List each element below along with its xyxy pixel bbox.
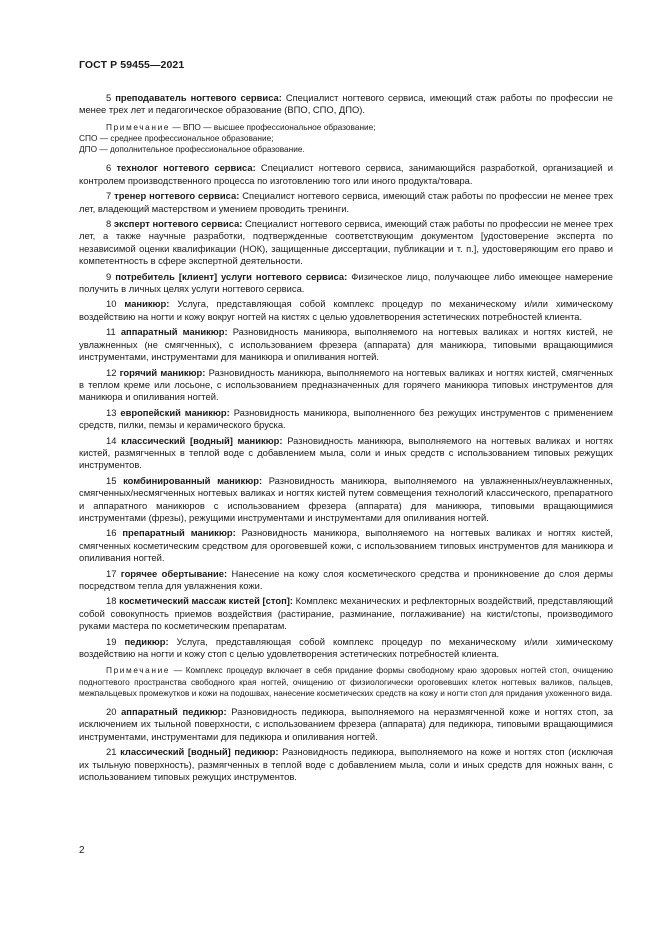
term-name: комбинированный маникюр: — [123, 474, 263, 486]
term-number: 10 — [106, 298, 117, 310]
term-definition: Специалист ногтевого сервиса, имеющий стаж работы по профессии не менее трех лет, владеющий мастерством и умением проводить тренинги. — [79, 190, 613, 214]
term-name: европейский маникюр: — [120, 406, 230, 418]
term-name: тренер ногтевого сервиса: — [114, 190, 240, 202]
term-definition: Разновидность маникюра, выполняемого на ногтевых валиках и ногтях кистей, не увлажненных (не смягченных), с использованием фрезера (аппарата) для маникюра, типовыми вращающимися инструментами, инструментами для маникюра и опиливания ногтей. — [79, 326, 613, 363]
term-entry — [79, 271, 613, 296]
term-number: 17 — [106, 567, 117, 579]
term-definition: Разновидность педикюра, выполняемого на неразмягченной коже и ногтях стоп, за исключением их тыльной поверхности, с использованием фрезера (аппарата) для педикюра, типовыми вращающимися инструментами, инструментами для педикюра и опиливания ногтей. — [79, 706, 614, 742]
note-block — [79, 665, 613, 699]
term-number: 6 — [106, 162, 112, 174]
document-body — [79, 92, 613, 787]
note-line: — ВПО — высшее профессиональное образование; — [170, 121, 376, 132]
term-number: 18 — [106, 595, 117, 607]
term-name: классический [водный] педикюр: — [120, 746, 279, 758]
term-name: эксперт ногтевого сервиса: — [113, 218, 243, 230]
term-definition: Специалист ногтевого сервиса, имеющий стаж работы по профессии не менее трех лет и педагогическое образование (ВПО, СПО, ДПО). — [79, 92, 613, 116]
term-entry — [79, 367, 613, 404]
term-number: 5 — [106, 92, 112, 103]
document-header: ГОСТ Р 59455—2021 — [79, 59, 185, 71]
term-definition: Физическое лицо, получающее либо имеющее намерение получить в личных целях услуги ногтевого сервиса. — [79, 270, 613, 295]
term-name: горячее обертывание: — [120, 567, 228, 579]
term-number: 7 — [106, 190, 112, 202]
term-entry — [79, 636, 613, 661]
term-name: классический [водный] маникюр: — [121, 434, 283, 446]
note-label: Примечание — [106, 665, 171, 676]
note-text: — Комплекс процедур включает в себя придание формы свободному краю здоровых ногтей стоп, очищению подногтевого пространства свободного края ногтей, очищению от физиологически ороговевших клеток ногтевых валиков, пальцев, межпальцевых промежутков и кожи на подошвах, нанесение косметических средств на кожу и ногти стоп для придания ухоженного вида. — [79, 665, 613, 698]
term-entry — [79, 706, 613, 743]
term-entry — [79, 162, 613, 187]
term-list — [79, 706, 613, 783]
term-entry — [79, 326, 613, 363]
term-entry — [79, 218, 613, 268]
term-definition: Разновидность педикюра, выполняемого на коже и ногтях стоп (исключая их тыльную поверхность), размягченных в теплой воде с добавлением мыла, соли и иных средств для ножных ванн, с использованием типовых режущих инструментов. — [79, 746, 613, 783]
term-definition: Разновидность маникюра, выполненного без режущих инструментов с применением средств, пилки, пемзы и керамического бруска. — [79, 406, 613, 431]
term-definition: Разновидность маникюра, выполняемого на ногтевых валиках и ногтях кистей, размягченных в теплой воде с добавлением мыла, соли и иных средств с использованием типовых режущих инструментов. — [79, 434, 613, 471]
term-name: препаратный маникюр: — [122, 527, 236, 539]
term-entry — [79, 190, 613, 215]
term-name: косметический массаж кистей [стоп]: — [119, 595, 293, 607]
term-entry — [79, 407, 613, 432]
term-definition: Услуга, представляющая собой комплекс процедур по механическому и/или химическому воздействию на ногти и кожу стоп с целью удовлетворения эстетических потребностей клиента. — [79, 635, 613, 660]
term-entry — [79, 298, 613, 323]
term-name: горячий маникюр: — [119, 366, 206, 378]
term-name: аппаратный маникюр: — [120, 326, 228, 338]
term-number: 16 — [106, 527, 117, 539]
term-number: 8 — [106, 218, 112, 230]
term-definition: Разновидность маникюра, выполняемого на увлажненных/неувлажненных, смягченных/несмягченных ногтевых валиках и ногтях кистей путем совмещения технологий классического, препаратного и аппаратного маникюров с использованием фрезера (аппарата) для маникюра, типовыми вращающимися инструментами (фрезы), режущими инструментами и инструментами для опиливания ногтей. — [79, 474, 614, 523]
term-definition: Нанесение на кожу слоя косметического средства и проникновение до слоя дермы посредством тепла для увлажнения кожи. — [79, 567, 614, 592]
term-entry — [79, 92, 613, 117]
term-entry — [79, 435, 613, 472]
term-number: 11 — [106, 326, 116, 338]
note-line: ДПО — дополнительное профессиональное образование. — [79, 144, 305, 155]
term-number: 21 — [106, 746, 117, 758]
term-number: 14 — [106, 434, 117, 446]
term-name: потребитель [клиент] услуги ногтевого сервиса: — [115, 270, 348, 282]
page-number: 2 — [79, 845, 85, 856]
note-label: Примечание — [106, 121, 171, 132]
term-number: 9 — [106, 270, 112, 282]
term-number: 12 — [106, 366, 117, 378]
term-entry — [79, 527, 613, 564]
term-name: маникюр: — [124, 298, 170, 310]
term-definition: Специалист ногтевого сервиса, имеющий стаж работы по профессии не менее трех лет, а также научные разработки, подтвержденные соответствующим документом [удостоверение эксперта по независимой оценки квалификации (НОК), защищенные диссертации, публикации и т. п.], удостоверяющим его право и компетентность в сфере экспертной деятельности. — [79, 218, 614, 267]
term-entry — [79, 746, 613, 783]
note-block — [79, 122, 613, 156]
term-name: технолог ногтевого сервиса: — [116, 162, 256, 174]
term-entry — [79, 475, 613, 525]
term-definition: Услуга, представляющая собой комплекс процедур по механическому и/или химическому воздействию на ногти и кожу вокруг ногтей на кистях с целью удовлетворения эстетических потребностей клиента. — [79, 298, 613, 322]
term-number: 20 — [106, 706, 117, 718]
term-definition: Разновидность маникюра, выполняемого на ногтевых валиках и ногтях кистей, смягченных косметическим средством для ороговевшей кожи, с использованием типовых инструментов для маникюра и опиливания ногтей. — [79, 527, 613, 564]
term-number: 13 — [106, 406, 117, 418]
note-line: СПО — среднее профессиональное образование; — [79, 133, 274, 144]
term-number: 15 — [106, 474, 117, 486]
term-name: педикюр: — [124, 635, 169, 647]
term-name: преподаватель ногтевого сервиса: — [115, 92, 282, 103]
term-entry — [79, 595, 613, 632]
term-entry — [79, 568, 613, 593]
term-definition: Специалист ногтевого сервиса, занимающийся разработкой, организацией и контролем производственного процесса по изготовлению того или иного продукта/товара. — [79, 162, 614, 186]
term-number: 19 — [106, 635, 117, 647]
term-name: аппаратный педикюр: — [121, 706, 227, 718]
term-definition: Комплекс механических и рефлекторных воздействий, представляющий собой совокупность приемов воздействия (растирание, разминание, поглаживание) на кисти/стопы, производимого руками мастера по косметическим препаратам. — [79, 595, 613, 632]
term-list — [79, 162, 613, 660]
term-definition: Разновидность маникюра, выполняемого на ногтевых валиках и ногтях кистей, смягченных в теплом креме или лосьоне, с использованием предназначенных для горячего маникюра типовых инструментов для маникюра и опиливания ногтей. — [79, 366, 613, 403]
